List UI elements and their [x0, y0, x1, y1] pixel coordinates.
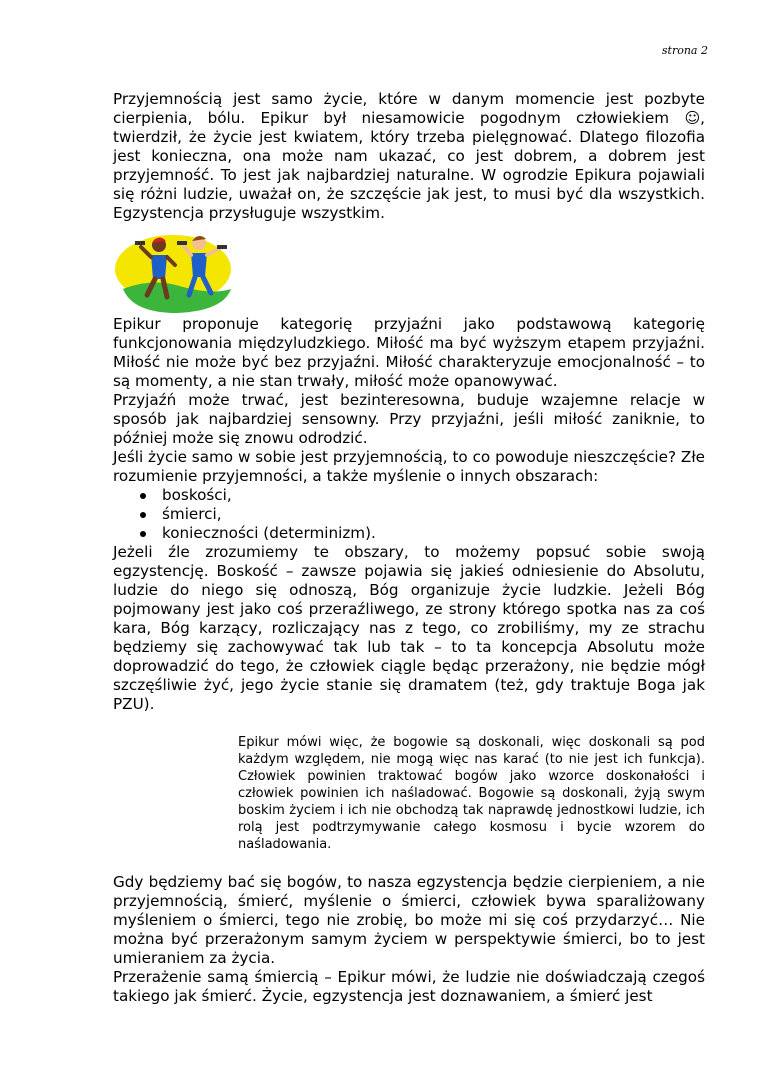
paragraph-pleasure: Przyjemnością jest samo życie, które w danym momencie jest pozbyte cierpienia, bólu. Epikur był niesamowicie pogodnym człowiekiem ☺, twierdził, że życie jest kwiatem, który trzeba pielęgnować. Dlatego filozofia jest konieczna, ona może nam ukazać, co jest dobrem, a dobrem jest przyjemność. To jest jak najbardziej naturalne. W ogrodzie Epikura pojawiali się różni ludzie, uważał on, że szczęście jak jest, to musi być dla wszystkich. Egzystencja przysługuje wszystkim.: [113, 90, 705, 222]
list-item: śmierci,: [140, 505, 705, 524]
paragraph-friendship: Epikur proponuje kategorię przyjaźni jako podstawową kategorię funkcjonowania międzyludzkiego. Miłość ma być wyższym etapem przyjaźni. Miłość nie może być bez przyjaźni. Miłość charakteryzuje emocjonalność – to są momenty, a nie stan trwały, miłość może opanowywać.: [113, 315, 705, 390]
paragraph-fear-of-gods: Gdy będziemy bać się bogów, to nasza egzystencja będzie cierpieniem, a nie przyjemnością, śmierć, myślenie o śmierci, człowiek bywa sparaliżowany myśleniem o śmierci, tego nie zrobię, bo może mi się coś przydarzyć… Nie można być przerażonym samym życiem w perspektywie śmierci, bo to jest umieraniem za życia.: [113, 873, 705, 967]
exercising-people-clipart-icon: [113, 229, 241, 315]
paragraph-friendship-lasting: Przyjaźń może trwać, jest bezinteresowna, buduje wzajemne relacje w sposób jak najbardziej sensowny. Przy przyjaźni, jeśli miłość zaniknie, to później może się znowu odrodzić.: [113, 391, 705, 447]
page-number: strona 2: [661, 44, 708, 57]
areas-list: [113, 486, 705, 543]
clipart-person-left-body: [151, 255, 167, 279]
quote-block: Epikur mówi więc, że bogowie są doskonali, więc doskonali są pod każdym względem, nie mogą więc nas karać (to nie jest ich funkcja). Człowiek powinien traktować bogów jako wzorce doskonałości i człowiek powinien ich naśladować. Bogowie są doskonali, żyją swym boskim życiem i ich nie obchodzą tak naprawdę jednostkowi ludzie, ich rolą jest podtrzymywanie całego kosmosu i bycie wzorem do naśladowania.: [238, 735, 705, 852]
paragraph-divinity: Jeżeli źle zrozumiemy te obszary, to możemy popsuć sobie swoją egzystencję. Boskość – zawsze pojawia się jakieś odniesienie do Absolutu, ludzie do niego się odnoszą, Bóg organizuje życie ludzkie. Jeżeli Bóg pojmowany jest jako coś przeraźliwego, ze strony którego spotka nas za coś kara, Bóg karzący, rozliczający nas z tego, co zrobiliśmy, my ze strachu będziemy się zachowywać tak lub tak – to ta koncepcja Absolutu może doprowadzić do tego, że człowiek ciągle będąc przerażony, nie będzie mógł szczęśliwie żyć, jego życie stanie się dramatem (też, gdy traktuje Boga jak PZU).: [113, 543, 705, 713]
list-item: konieczności (determinizm).: [140, 524, 705, 543]
paragraph-unhappiness-question: Jeśli życie samo w sobie jest przyjemnością, to co powoduje nieszczęście? Złe rozumienie przyjemności, a także myślenie o innych obszarach:: [113, 448, 705, 485]
list-item: boskości,: [140, 486, 705, 505]
document-body: [113, 90, 705, 1006]
paragraph-fear-of-death: Przerażenie samą śmiercią – Epikur mówi, że ludzie nie doświadczają czegoś takiego jak śmierć. Życie, egzystencja jest doznawaniem, a śmierć jest: [113, 968, 705, 1005]
clipart-person-right-body: [191, 253, 207, 277]
